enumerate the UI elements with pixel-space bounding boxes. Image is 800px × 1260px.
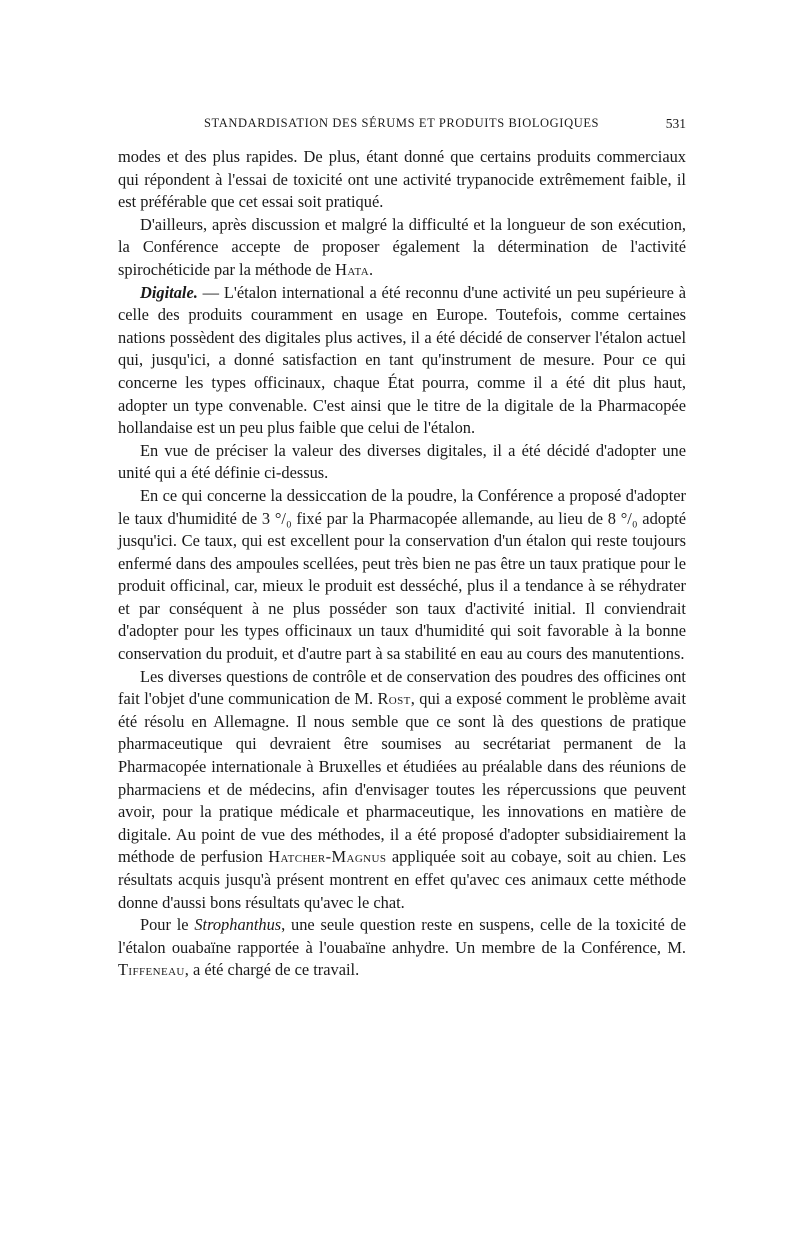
paragraph-5-text: En ce qui concerne la dessiccation de la poudre, la Conférence a proposé d'adopter le taux d'humidité de 3 °/₀ fixé par la Pharmacopée allemande, au lieu de 8 °/₀ adopté jusqu'ici. Ce taux, qui est excellent pour la conservation d'un étalon qui reste toujours enfermé dans des ampoules scellées, peut très bien ne pas être un taux pratique pour le produit officinal, car, mieux le produit est desséché, plus il a tendance à se réhydrater et par conséquent à ne plus posséder son taux d'activité initial. Il conviendrait d'adopter pour les types officinaux un taux d'humidité qui soit favorable à la bonne conservation du produit, et d'autre part à sa stabilité en eau au cours des manutentions. (118, 485, 686, 664)
paragraph-6-text-a: Les diverses questions de contrôle et de conservation des poudres des officines ont fait l'objet d'une communication de M. (118, 666, 686, 709)
paragraph-digitale-text: — L'étalon international a été reconnu d'une activité un peu supérieure à celle des produits couramment en usage en Europe. Toutefois, comme certaines nations possèdent des digitales plus actives, il a été décidé de conserver l'étalon actuel qui, jusqu'ici, a donné satisfaction en tant qu'instrument de mesure. Pour ce qui concerne les types officinaux, chaque État pourra, comme il a été dit plus haut, adopter un type convenable. C'est ainsi que le titre de la digitale de la Pharmacopée hollandaise est un peu plus faible que celui de l'étalon. (118, 282, 686, 438)
genus-strophanthus: Strophanthus (194, 915, 282, 935)
paragraph-4 (118, 440, 686, 485)
author-name-rost: Rost (377, 689, 411, 709)
paragraph-6 (118, 666, 686, 915)
paragraph-6-text-b: , qui a exposé comment le problème avait été résolu en Allemagne. Il nous semble que ce sont là des questions de pratique pharmaceutique qui devraient être soumises au secrétariat permanent de la Pharmacopée internationale à Bruxelles et étudiées au préalable dans des réunions de pharmaciens et de médecins, afin d'envisager toutes les répercussions que peuvent avoir, pour la pratique médicale et pharmaceutique, les innovations en matière de digitale. Au point de vue des méthodes, il a été proposé d'adopter subsidiairement la méthode de perfusion (118, 689, 686, 867)
paragraph-2-end: . (369, 259, 374, 279)
paragraph-7-text-b: , une seule question reste en suspens, celle de la toxicité de l'étalon ouabaïne rapportée à l'ouabaïne anhydre. Un membre de la Conférence, M. (118, 915, 686, 957)
paragraph-7 (118, 914, 686, 982)
page-number: 531 (665, 116, 686, 131)
author-name-tiffeneau: Tiffeneau (118, 960, 185, 980)
section-heading-digitale: Digitale. (140, 282, 198, 302)
paragraph-2-text: D'ailleurs, après discussion et malgré la difficulté et la longueur de son exécution, la Conférence accepte de proposer également la détermination de l'activité spirochéticide par la méthode de (118, 214, 686, 279)
paragraph-2 (118, 214, 686, 282)
paragraph-6-text-c: appliquée soit au cobaye, soit au chien. Les résultats acquis jusqu'à présent montrent en effet qu'avec ces animaux cette méthode donne d'aussi bons résultats qu'avec le chat. (118, 847, 686, 912)
paragraph-1-text: modes et des plus rapides. De plus, étant donné que certains produits commerciaux qui répondent à l'essai de toxicité ont une activité trypanocide extrêmement faible, il est préférable que cet essai soit pratiqué. (118, 147, 686, 212)
method-name-hatcher-magnus: Hatcher-Magnus (268, 847, 387, 867)
paragraph-5 (118, 485, 686, 666)
body-text (118, 146, 686, 982)
paragraph-1 (118, 146, 686, 214)
paragraph-7-text-c: , a été chargé de ce travail. (184, 960, 360, 980)
paragraph-7-text-a: Pour le (140, 915, 195, 935)
running-title: STANDARDISATION DES SÉRUMS ET PRODUITS BIOLOGIQUES (204, 116, 600, 130)
running-header (118, 116, 686, 136)
author-name-hata: Hata (335, 259, 370, 279)
paragraph-4-text: En vue de préciser la valeur des diverses digitales, il a été décidé d'adopter une unité qui a été définie ci-dessus. (118, 440, 686, 483)
paragraph-digitale (118, 282, 686, 440)
